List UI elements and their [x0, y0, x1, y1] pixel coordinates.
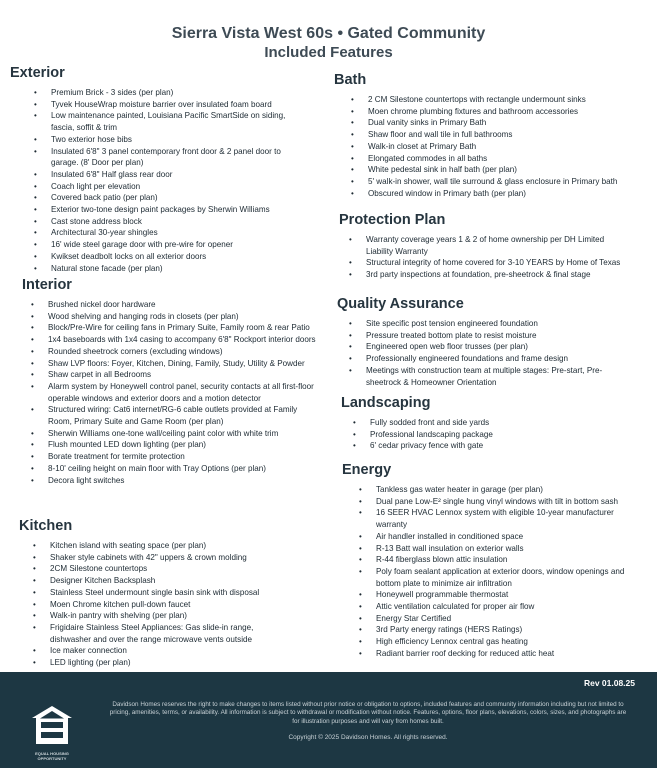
feature-item: • Dual pane Low-E² single hung vinyl windows with tilt in bottom sash — [376, 496, 638, 508]
feature-item: • Site specific post tension engineered foundation — [366, 318, 628, 330]
feature-item: • Cast stone address block — [51, 216, 309, 228]
feature-item: • Stainless Steel undermount single basin sink with disposal — [50, 587, 290, 599]
feature-item: • Poly foam sealant application at exterior doors, window openings and bottom plate to minimize air infiltration — [376, 566, 638, 589]
feature-item: • 6' cedar privacy fence with gate — [370, 440, 620, 452]
feature-item: • Engineered open web floor trusses (per plan) — [366, 341, 628, 353]
feature-item: • 16 SEER HVAC Lennox system with eligible 10-year manufacturer warranty — [376, 507, 638, 530]
feature-item: • Structured wiring: Cat6 internet/RG-6 cable outlets provided at Family Room, Primary Suite and Game Room (per plan) — [48, 404, 318, 427]
feature-item: • Kitchen island with seating space (per plan) — [50, 540, 290, 552]
list-landscaping — [370, 417, 620, 452]
list-protection — [366, 234, 628, 281]
feature-item: • Brushed nickel door hardware — [48, 299, 318, 311]
feature-item: • Pressure treated bottom plate to resist moisture — [366, 330, 628, 342]
feature-item: • R-44 fiberglass blown attic insulation — [376, 554, 638, 566]
section-title-quality: Quality Assurance — [337, 296, 464, 312]
feature-item: • Tankless gas water heater in garage (per plan) — [376, 484, 638, 496]
feature-item: • 16' wide steel garage door with pre-wire for opener — [51, 239, 309, 251]
feature-item: • Kwikset deadbolt locks on all exterior doors — [51, 251, 309, 263]
feature-item: • Honeywell programmable thermostat — [376, 589, 638, 601]
section-energy — [342, 462, 642, 660]
feature-item: • Coach light per elevation — [51, 181, 309, 193]
list-exterior — [51, 87, 309, 274]
feature-item: • Elongated commodes in all baths — [368, 153, 643, 165]
feature-item: • Professionally engineered foundations and frame design — [366, 353, 628, 365]
feature-item: • 3rd party inspections at foundation, pre-sheetrock & final stage — [366, 269, 628, 281]
feature-item: • Attic ventilation calculated for proper air flow — [376, 601, 638, 613]
list-energy — [376, 484, 638, 660]
feature-item: • Shaw LVP floors: Foyer, Kitchen, Dining, Family, Study, Utility & Powder — [48, 358, 318, 370]
feature-item: • Wood shelving and hanging rods in closets (per plan) — [48, 311, 318, 323]
section-title-energy: Energy — [342, 462, 392, 478]
feature-item: • Alarm system by Honeywell control panel, security contacts at all first-floor operable windows and exterior doors and a motion detector — [48, 381, 318, 404]
feature-item: • Rounded sheetrock corners (excluding windows) — [48, 346, 318, 358]
feature-item: • Radiant barrier roof decking for reduced attic heat — [376, 648, 638, 660]
feature-item: • Premium Brick - 3 sides (per plan) — [51, 87, 309, 99]
feature-item: • Exterior two-tone design paint packages by Sherwin Williams — [51, 204, 309, 216]
page-subtitle: Included Features — [264, 44, 393, 61]
disclaimer-text: Davidson Homes reserves the right to make changes to items listed without prior notice or obligation to options, included features and community information including but not limited to pricing, amenities, terms, or availability. All information is subject to withdrawal or modification without notice. Features, options, floor plans, elevations, colors, sizes, and photographs are for illustration purposes and will vary from homes built. — [109, 701, 627, 725]
feature-item: • Warranty coverage years 1 & 2 of home ownership per DH Limited Liability Warranty — [366, 234, 628, 257]
feature-item: • 8-10' ceiling height on main floor with Tray Options (per plan) — [48, 463, 318, 475]
feature-item: • Energy Star Certified — [376, 613, 638, 625]
feature-item: • Structural integrity of home covered for 3-10 YEARS by Home of Texas — [366, 257, 628, 269]
feature-item: • Insulated 6'8" 3 panel contemporary front door & 2 panel door to garage. (8' Door per plan) — [51, 146, 309, 169]
copyright-text: Copyright © 2025 Davidson Homes. All rights reserved. — [288, 734, 448, 741]
feature-item: • Obscured window in Primary bath (per plan) — [368, 188, 643, 200]
section-landscaping — [341, 395, 641, 452]
equal-housing-opportunity-icon — [30, 703, 74, 747]
feature-item: • Borate treatment for termite protection — [48, 451, 318, 463]
feature-item: • 3rd Party energy ratings (HERS Ratings) — [376, 624, 638, 636]
list-quality — [366, 318, 628, 388]
list-kitchen — [50, 540, 290, 669]
section-quality — [337, 296, 637, 388]
feature-item: • Tyvek HouseWrap moisture barrier over insulated foam board — [51, 99, 309, 111]
feature-item: • 1x4 baseboards with 1x4 casing to accompany 6'8" Rockport interior doors — [48, 334, 318, 346]
feature-item: • Dual vanity sinks in Primary Bath — [368, 117, 643, 129]
feature-item: • Fully sodded front and side yards — [370, 417, 620, 429]
feature-item: • Insulated 6'8" Half glass rear door — [51, 169, 309, 181]
feature-item: • Shaker style cabinets with 42" uppers & crown molding — [50, 552, 290, 564]
section-title-kitchen: Kitchen — [19, 518, 73, 534]
section-bath — [334, 72, 644, 199]
feature-item: • Moen chrome plumbing fixtures and bathroom accessories — [368, 106, 643, 118]
feature-item: • Sherwin Williams one-tone wall/ceiling paint color with white trim — [48, 428, 318, 440]
feature-item: • Shaw floor and wall tile in full bathrooms — [368, 129, 643, 141]
list-bath — [368, 94, 643, 199]
feature-item: • White pedestal sink in half bath (per plan) — [368, 164, 643, 176]
feature-item: • Architectural 30-year shingles — [51, 227, 309, 239]
page-title: Sierra Vista West 60s • Gated Community — [171, 25, 486, 42]
feature-item: • Frigidaire Stainless Steel Appliances: Gas slide-in range, dishwasher and over the range microwave vents outside — [50, 622, 290, 645]
section-title-interior: Interior — [22, 277, 72, 293]
logo-text: EQUAL HOUSING OPPORTUNITY — [35, 751, 69, 761]
feature-item: • Flush mounted LED down lighting (per plan) — [48, 439, 318, 451]
feature-item: • Low maintenance painted, Louisiana Pacific SmartSide on siding, fascia, soffit & trim — [51, 110, 309, 133]
feature-item: • Moen Chrome kitchen pull-down faucet — [50, 599, 290, 611]
feature-item: • Walk-in pantry with shelving (per plan) — [50, 610, 290, 622]
section-title-exterior: Exterior — [10, 65, 65, 81]
feature-item: • Block/Pre-Wire for ceiling fans in Primary Suite, Family room & rear Patio — [48, 322, 318, 334]
feature-item: • Air handler installed in conditioned space — [376, 531, 638, 543]
feature-item: • Natural stone facade (per plan) — [51, 263, 309, 275]
section-protection — [339, 212, 639, 281]
section-interior — [22, 277, 322, 486]
title-block — [0, 24, 657, 62]
section-kitchen — [19, 518, 319, 669]
feature-item: • Walk-in closet at Primary Bath — [368, 141, 643, 153]
feature-item: • Meetings with construction team at multiple stages: Pre-start, Pre-sheetrock & Homeowner Orientation — [366, 365, 628, 388]
feature-item: • 5' walk-in shower, wall tile surround & glass enclosure in Primary bath — [368, 176, 643, 188]
section-exterior — [10, 65, 315, 274]
section-title-bath: Bath — [334, 72, 367, 88]
feature-item: • High efficiency Lennox central gas heating — [376, 636, 638, 648]
revision-label: Rev 01.08.25 — [583, 678, 635, 688]
footer — [0, 672, 657, 768]
feature-item: • Shaw carpet in all Bedrooms — [48, 369, 318, 381]
list-interior — [48, 299, 318, 486]
feature-item: • Covered back patio (per plan) — [51, 192, 309, 204]
feature-item: • 2CM Silestone countertops — [50, 563, 290, 575]
section-title-landscaping: Landscaping — [341, 395, 431, 411]
feature-item: • R-13 Batt wall insulation on exterior walls — [376, 543, 638, 555]
section-title-protection: Protection Plan — [339, 212, 446, 228]
feature-item: • Ice maker connection — [50, 645, 290, 657]
feature-item: • Professional landscaping package — [370, 429, 620, 441]
feature-item: • Decora light switches — [48, 475, 318, 487]
feature-item: • Two exterior hose bibs — [51, 134, 309, 146]
feature-item: • 2 CM Silestone countertops with rectangle undermount sinks — [368, 94, 643, 106]
feature-item: • Designer Kitchen Backsplash — [50, 575, 290, 587]
feature-item: • LED lighting (per plan) — [50, 657, 290, 669]
